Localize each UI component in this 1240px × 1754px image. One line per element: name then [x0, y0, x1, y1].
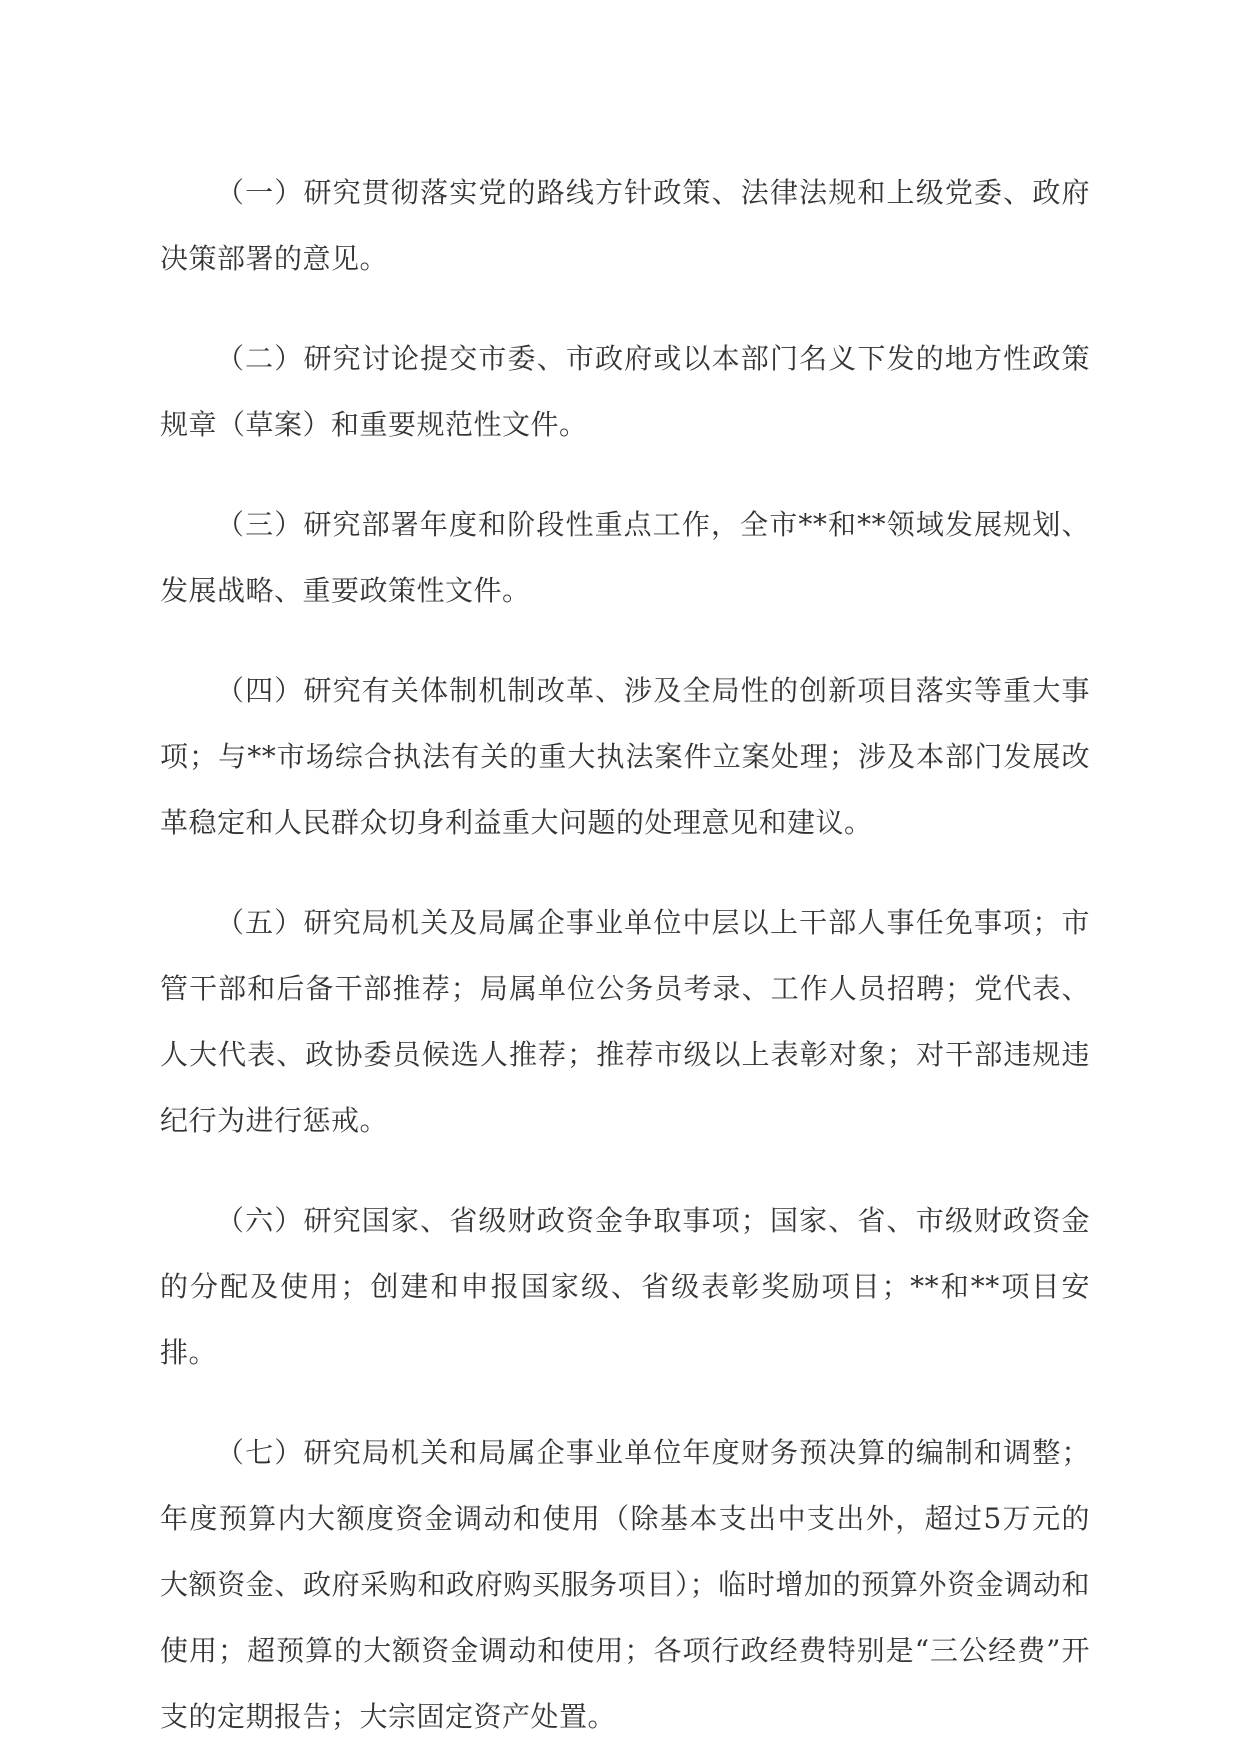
paragraph-7: （七）研究局机关和局属企事业单位年度财务预决算的编制和调整；年度预算内大额度资金调动和使用（除基本支出中支出外，超过5万元的大额资金、政府采购和政府购买服务项目）；临时增加的预算外资金调动和使用；超预算的大额资金调动和使用；各项行政经费特别是“三公经费”开支的定期报告；大宗固定资产处置。	[160, 1436, 1090, 1733]
paragraph-4: （四）研究有关体制机制改革、涉及全局性的创新项目落实等重大事项；与**市场综合执法有关的重大执法案件立案处理；涉及本部门发展改革稳定和人民群众切身利益重大问题的处理意见和建议。	[160, 674, 1090, 839]
document-body	[160, 160, 1090, 1750]
paragraph-6: （六）研究国家、省级财政资金争取事项；国家、省、市级财政资金的分配及使用；创建和申报国家级、省级表彰奖励项目；**和**项目安排。	[160, 1204, 1090, 1369]
paragraph-1: （一）研究贯彻落实党的路线方针政策、法律法规和上级党委、政府决策部署的意见。	[160, 176, 1090, 275]
paragraph-5: （五）研究局机关及局属企事业单位中层以上干部人事任免事项；市管干部和后备干部推荐；局属单位公务员考录、工作人员招聘；党代表、人大代表、政协委员候选人推荐；推荐市级以上表彰对象；对干部违规违纪行为进行惩戒。	[160, 906, 1090, 1137]
paragraph-3: （三）研究部署年度和阶段性重点工作，全市**和**领域发展规划、发展战略、重要政策性文件。	[160, 508, 1090, 607]
paragraph-2: （二）研究讨论提交市委、市政府或以本部门名义下发的地方性政策规章（草案）和重要规范性文件。	[160, 342, 1090, 441]
